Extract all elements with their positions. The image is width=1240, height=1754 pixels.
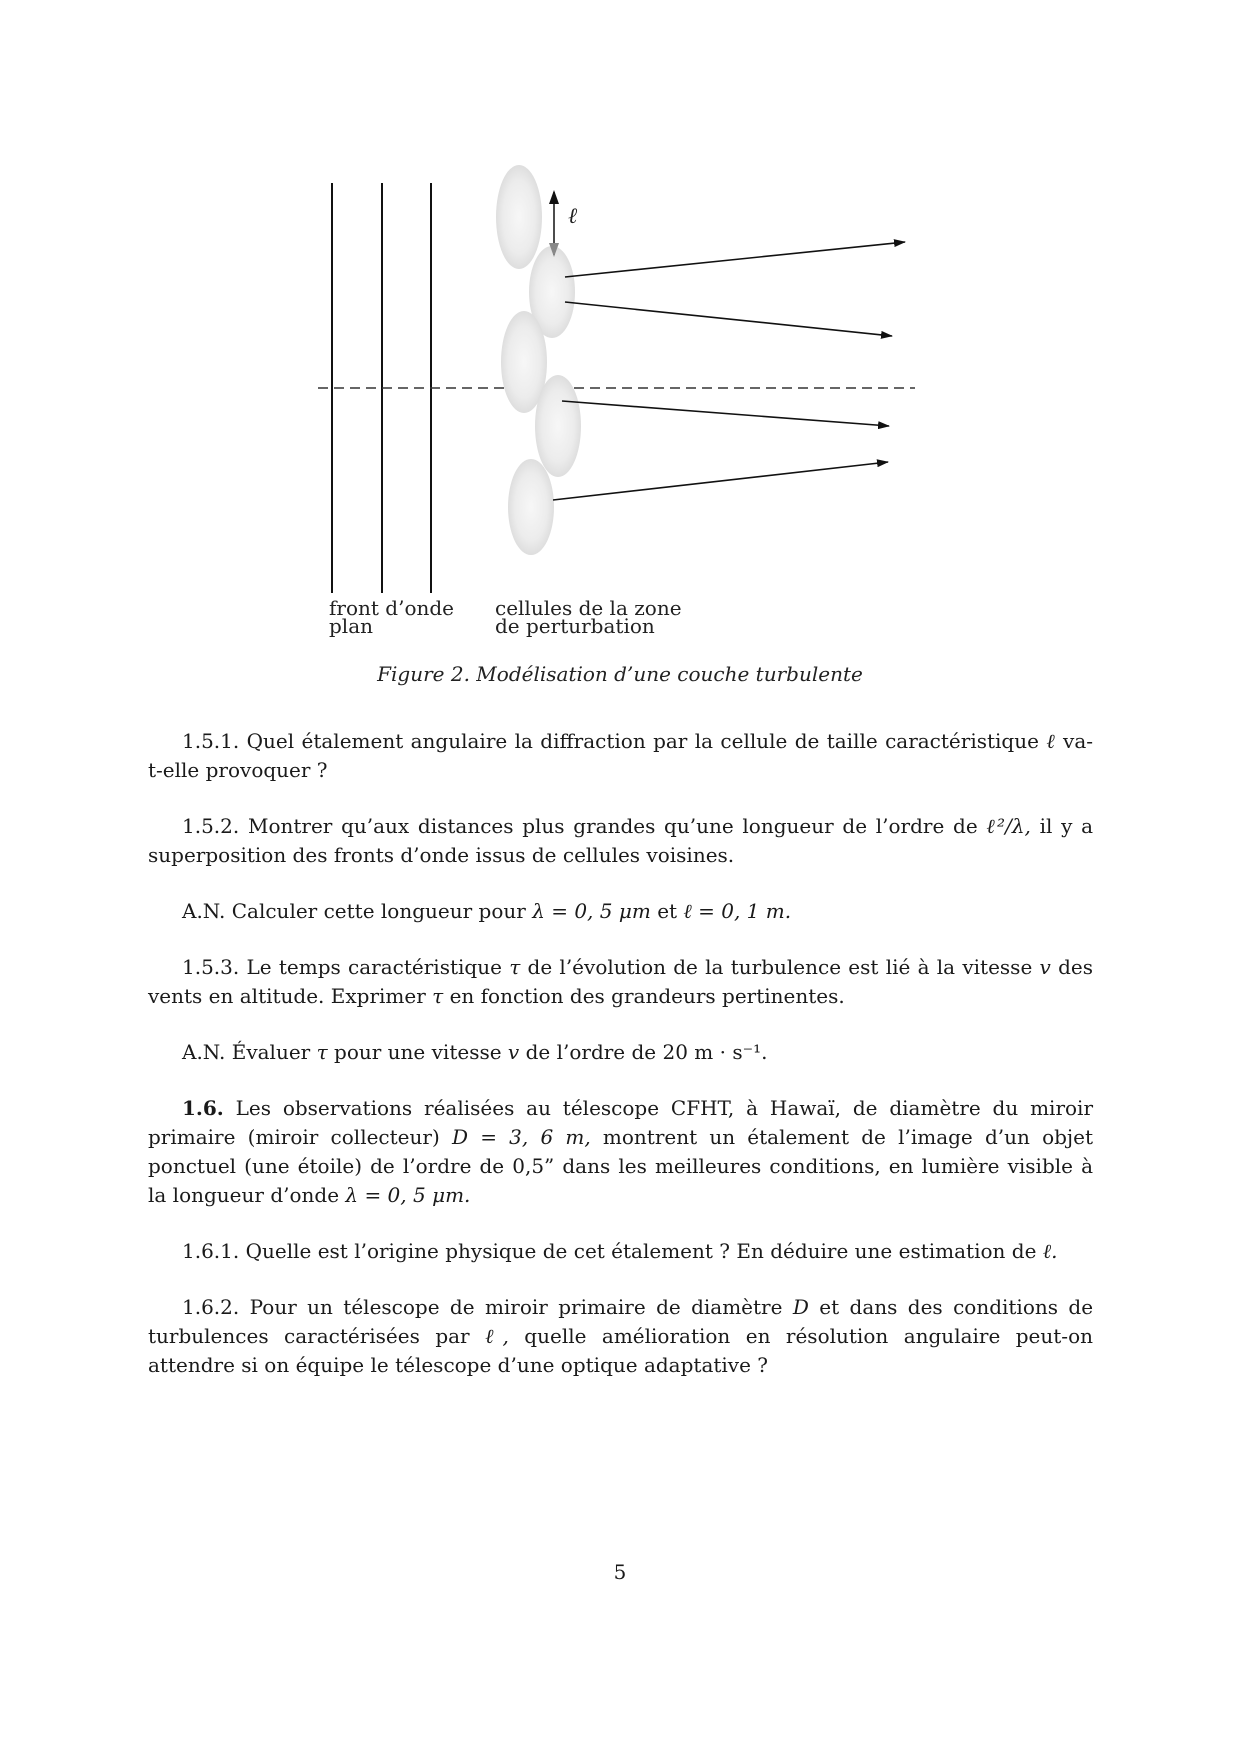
diffracted-ray-1 <box>565 242 905 277</box>
wavefront-label <box>329 596 454 638</box>
cell-size-arrowhead-up <box>549 190 559 204</box>
diffracted-ray-4 <box>553 462 888 500</box>
question-1-6 <box>148 1094 1093 1210</box>
q152-text-b: il y a superposition des fronts d’onde issus de cellules voisines. <box>148 814 1094 867</box>
an1-ell: ℓ = 0, 1 m. <box>683 899 792 923</box>
cells-label-line2: de perturbation <box>495 614 655 638</box>
q153-text-a: Le temps caractéristique <box>246 955 502 979</box>
an1-lambda: λ = 0, 5 μm <box>532 899 651 923</box>
q151-text-a: Quel étalement angulaire la diffraction par la cellule de taille caractéristique <box>246 729 1039 753</box>
an2-v: v <box>507 1040 520 1064</box>
diffracted-ray-2 <box>565 302 892 336</box>
turbulence-cell-1 <box>496 165 542 269</box>
q151-ell: ℓ <box>1046 729 1056 753</box>
wavefront-label-line1: front d’onde <box>329 596 454 620</box>
turbulence-cell-5 <box>508 459 554 555</box>
turbulent-layer-figure <box>0 0 1240 700</box>
an1-mid: et <box>657 899 678 923</box>
q16-number: 1.6. <box>182 1096 224 1120</box>
q162-number: 1.6.2. <box>182 1295 240 1319</box>
q16-lambda: λ = 0, 5 μm. <box>345 1183 471 1207</box>
q162-text-a: Pour un télescope de miroir primaire de diamètre <box>249 1295 783 1319</box>
q16-D: D = 3, 6 m, <box>451 1125 591 1149</box>
turbulence-cell-4 <box>535 375 581 477</box>
q162-D: D <box>792 1295 809 1319</box>
question-1-5-2 <box>148 812 1093 870</box>
question-1-5-3 <box>148 953 1093 1011</box>
q153-tau: τ <box>509 955 521 979</box>
q16-text-b: montrent un étalement de l’image d’un objet ponctuel (une étoile) de l’ordre de 0,5” dans les meilleures conditions, en lumière visible à la longueur d’onde <box>148 1125 1093 1207</box>
q16-text-a: Les observations réalisées au télescope CFHT, à Hawaï, de diamètre du miroir primaire (miroir collecteur) <box>148 1096 1093 1149</box>
wavefront-label-line2: plan <box>329 614 374 638</box>
numerical-application-1 <box>148 897 1093 926</box>
an2-text-c: de l’ordre de 20 m · s⁻¹. <box>525 1040 768 1064</box>
cells-label <box>495 596 682 638</box>
q151-text-b: va-t-elle provoquer ? <box>148 729 1094 782</box>
an2-text-b: pour une vitesse <box>334 1040 502 1064</box>
q162-text-c: quelle amélioration en résolution angulaire peut-on attendre si on équipe le télescope d’une optique adaptative ? <box>148 1324 1093 1377</box>
question-1-5-1 <box>148 727 1093 785</box>
numerical-application-2 <box>148 1038 1093 1067</box>
figure-caption: Figure 2. Modélisation d’une couche turbulente <box>377 662 863 686</box>
q161-text-a: Quelle est l’origine physique de cet étalement ? En déduire une estimation de <box>245 1239 1037 1263</box>
q152-number: 1.5.2. <box>182 814 240 838</box>
q153-number: 1.5.3. <box>182 955 240 979</box>
q151-number: 1.5.1. <box>182 729 240 753</box>
an1-text-a: A.N. Calculer cette longueur pour <box>182 899 526 923</box>
q153-text-c: des vents en altitude. Exprimer <box>148 955 1094 1008</box>
q153-text-d: en fonction des grandeurs pertinentes. <box>449 984 845 1008</box>
q153-v: v <box>1039 955 1051 979</box>
an2-tau: τ <box>316 1040 328 1064</box>
diffracted-ray-3 <box>562 401 889 426</box>
q161-ell: ℓ. <box>1042 1239 1058 1263</box>
q153-text-b: de l’évolution de la turbulence est lié à la vitesse <box>527 955 1033 979</box>
q162-text-b: et dans des conditions de turbulences caractérisées par <box>148 1295 1094 1348</box>
q152-expression: ℓ²/λ, <box>986 814 1031 838</box>
q162-ell: ℓ, <box>485 1324 509 1348</box>
cells-label-line1: cellules de la zone <box>495 596 682 620</box>
q153-tau-2: τ <box>432 984 444 1008</box>
question-1-6-2 <box>148 1293 1093 1380</box>
cell-size-label: ℓ <box>568 204 578 229</box>
question-1-6-1 <box>148 1237 1093 1266</box>
q161-number: 1.6.1. <box>182 1239 240 1263</box>
page-number: 5 <box>613 1560 627 1584</box>
an2-text-a: A.N. Évaluer <box>182 1040 311 1064</box>
q152-text-a: Montrer qu’aux distances plus grandes qu’une longueur de l’ordre de <box>247 814 978 838</box>
